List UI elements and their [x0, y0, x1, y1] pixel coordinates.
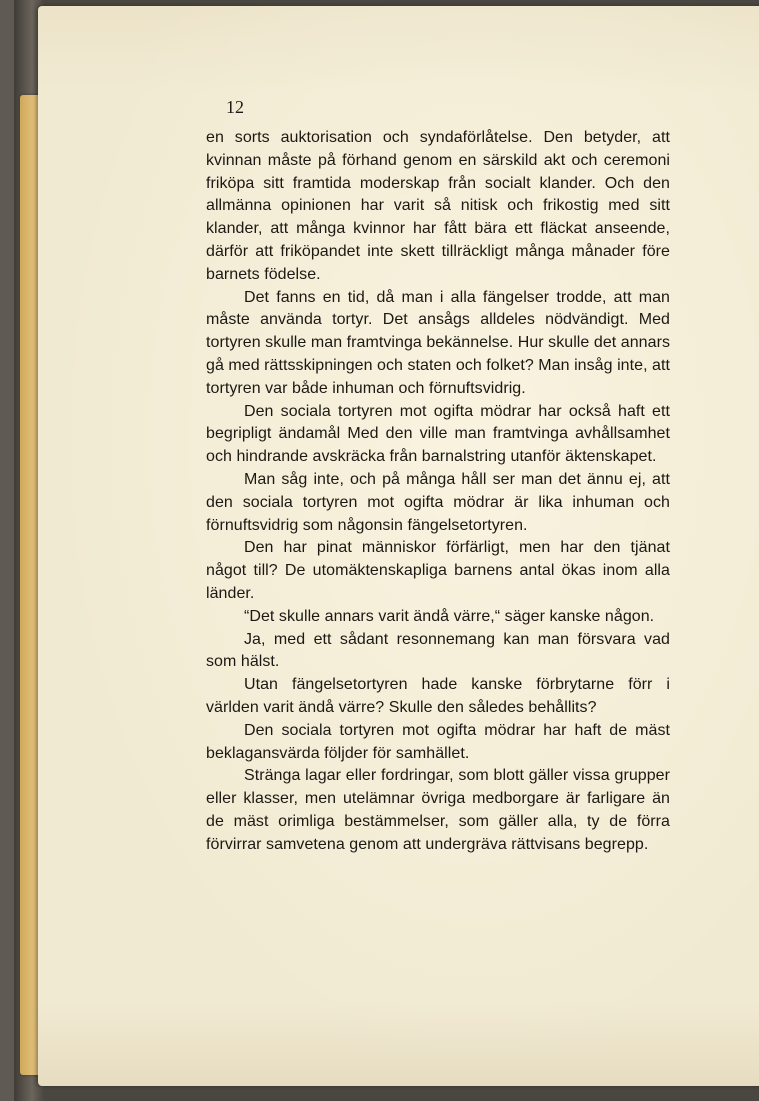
- paragraph: Ja, med ett sådant resonnemang kan man försvara vad som hälst.: [206, 630, 670, 671]
- paragraph: Den sociala tortyren mot ogifta mödrar har haft de mäst beklagansvärda följder för samhället.: [206, 721, 670, 762]
- paragraph: Utan fängelsetortyren hade kanske förbrytarne förr i världen varit ändå värre? Skulle den således behållits?: [206, 676, 670, 716]
- page-number: 12: [226, 97, 244, 117]
- body-text: [206, 127, 670, 857]
- paragraph: “Det skulle annars varit ändå värre,“ säger kanske någon.: [244, 607, 655, 625]
- paragraph: en sorts auktorisation och syndaförlåtelse. Den betyder, att kvinnan måste på förhand genom en särskild akt och ceremoni friköpa sitt framtida moderskap från socialt klander. Och den allmänna opinionen har varit så nitisk och frikostig med sitt klander, att många kvinnor har fått bära ett fläckat anseende, därför att friköpandet inte skett tillräckligt många månader före barnets födelse.: [206, 129, 670, 283]
- paragraph: Den sociala tortyren mot ogifta mödrar har också haft ett begripligt ändamål Med den ville man framtvinga avhållsamhet och hindrande avskräcka från barnalstring utanför äktenskapet.: [206, 402, 670, 466]
- paragraph: Man såg inte, och på många håll ser man det ännu ej, att den sociala tortyren mot ogifta mödrar är lika inhuman och förnuftsvidrig som någonsin fängelsetortyren.: [206, 470, 670, 534]
- paragraph: Det fanns en tid, då man i alla fängelser trodde, att man måste använda tortyr. Det ansågs alldeles nödvändigt. Med tortyren skulle man framtvinga bekännelse. Hur skulle det annars gå med rättsskipningen och staten och folket? Man insåg inte, att tortyren var både inhuman och förnuftsvidrig.: [206, 288, 670, 397]
- paragraph: Stränga lagar eller fordringar, som blott gäller vissa grupper eller klasser, men utelämnar övriga medborgare är farligare än de mäst orimliga bestämmelser, som gäller alla, ty de förra förvirrar samvetena genom att undergräva rättvisans begrepp.: [206, 767, 670, 853]
- paragraph: Den har pinat människor förfärligt, men har den tjänat något till? De utomäktenskapliga barnens antal ökas inom alla länder.: [206, 539, 670, 602]
